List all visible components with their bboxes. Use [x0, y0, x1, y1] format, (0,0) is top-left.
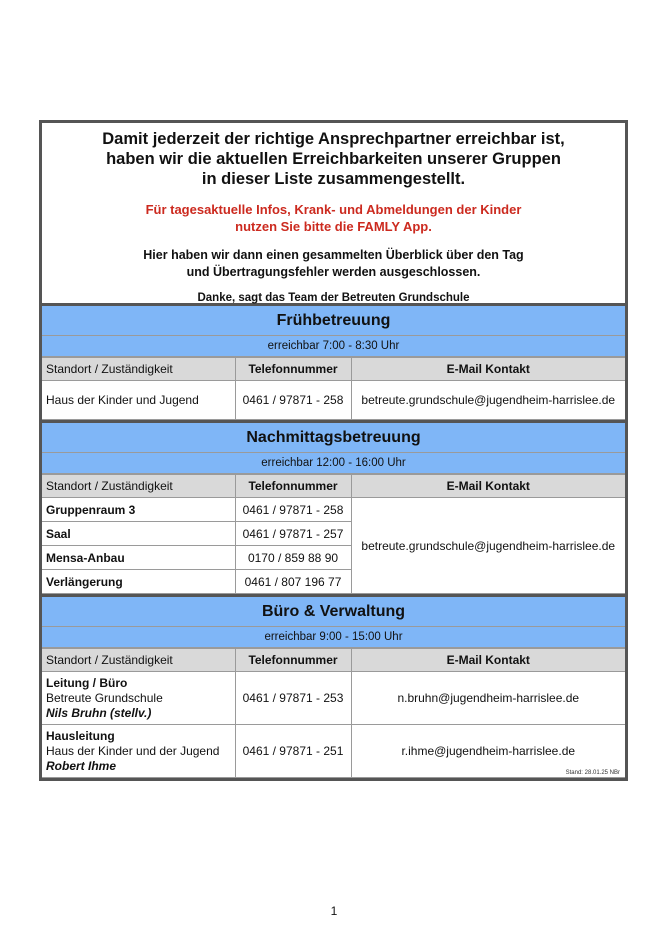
role-label: Leitung / Büro	[46, 675, 128, 690]
famly-notice: Für tagesaktuelle Infos, Krank- und Abmeldungen der Kinder nutzen Sie bitte die FAMLY App.	[145, 202, 522, 234]
column-header-phone: Telefonnummer	[235, 475, 351, 498]
table-row	[42, 672, 625, 725]
location-cell: Mensa-Anbau	[42, 546, 235, 570]
section-fruehbetreuung	[42, 306, 625, 420]
section-buero-verwaltung	[42, 594, 625, 778]
section-title: Büro & Verwaltung	[42, 597, 625, 627]
section-nachmittagsbetreuung	[42, 420, 625, 594]
location-cell: Verlängerung	[42, 570, 235, 594]
page-number: 1	[330, 904, 338, 918]
person-name: Robert Ihme	[46, 758, 117, 773]
location-cell: Saal	[42, 522, 235, 546]
column-header-phone: Telefonnummer	[235, 358, 351, 381]
place-label: Haus der Kinder und der Jugend	[46, 743, 220, 758]
section-title: Frühbetreuung	[42, 306, 625, 336]
contact-table	[42, 357, 625, 420]
phone-cell: 0461 / 807 196 77	[235, 570, 351, 594]
intro-thanks: Danke, sagt das Team der Betreuten Grundschule	[197, 292, 470, 304]
column-header-email: E-Mail Kontakt	[351, 475, 625, 498]
phone-cell: 0461 / 97871 - 253	[235, 672, 351, 725]
location-cell: Haus der Kinder und Jugend	[42, 381, 235, 420]
table-header-row	[42, 358, 625, 381]
column-header-phone: Telefonnummer	[235, 649, 351, 672]
phone-cell: 0461 / 97871 - 258	[235, 498, 351, 522]
email-cell: r.ihme@jugendheim-harrislee.de	[351, 725, 625, 778]
phone-cell: 0461 / 97871 - 258	[235, 381, 351, 420]
table-row	[42, 498, 625, 522]
intro-info: Hier haben wir dann einen gesammelten Überblick über den Tag und Übertragungsfehler werden ausgeschlossen.	[143, 248, 524, 279]
column-header-location: Standort / Zuständigkeit	[42, 358, 235, 381]
location-cell: Gruppenraum 3	[42, 498, 235, 522]
table-header-row	[42, 649, 625, 672]
column-header-location: Standort / Zuständigkeit	[42, 649, 235, 672]
contact-table	[42, 648, 625, 778]
intro-box	[42, 123, 625, 306]
phone-cell: 0461 / 97871 - 257	[235, 522, 351, 546]
stand-note: Stand: 28.01.25 NBr	[565, 770, 620, 776]
phone-cell: 0170 / 859 88 90	[235, 546, 351, 570]
person-name: Nils Bruhn (stellv.)	[46, 705, 152, 720]
column-header-location: Standort / Zuständigkeit	[42, 475, 235, 498]
contact-table	[42, 474, 625, 594]
section-hours: erreichbar 7:00 - 8:30 Uhr	[42, 336, 625, 357]
role-label: Hausleitung	[46, 728, 115, 743]
phone-cell: 0461 / 97871 - 251	[235, 725, 351, 778]
section-hours: erreichbar 12:00 - 16:00 Uhr	[42, 453, 625, 474]
location-cell	[42, 672, 235, 725]
email-cell: betreute.grundschule@jugendheim-harrislee.de	[351, 498, 625, 594]
contact-sheet	[39, 120, 628, 781]
table-row	[42, 381, 625, 420]
section-hours: erreichbar 9:00 - 15:00 Uhr	[42, 627, 625, 648]
intro-headline: Damit jederzeit der richtige Ansprechpartner erreichbar ist, haben wir die aktuellen Erreichbarkeiten unserer Gruppen in dieser Liste zusammengestellt.	[102, 130, 565, 188]
email-cell: betreute.grundschule@jugendheim-harrislee.de	[351, 381, 625, 420]
column-header-email: E-Mail Kontakt	[351, 649, 625, 672]
section-title: Nachmittagsbetreuung	[42, 423, 625, 453]
email-cell: n.bruhn@jugendheim-harrislee.de	[351, 672, 625, 725]
place-label: Betreute Grundschule	[46, 690, 163, 705]
column-header-email: E-Mail Kontakt	[351, 358, 625, 381]
table-header-row	[42, 475, 625, 498]
